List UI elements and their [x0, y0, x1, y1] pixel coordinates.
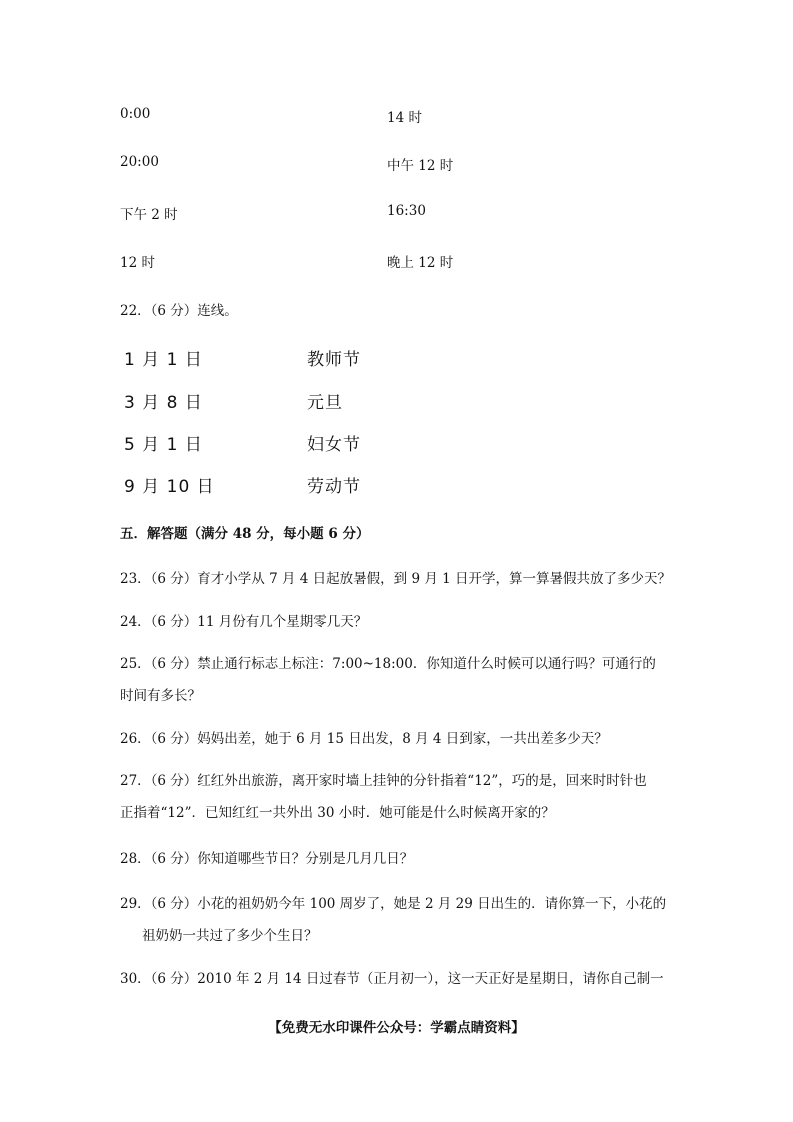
- q22-date-2: 3 月 8 日: [124, 393, 203, 413]
- time-left-3: 下午 2 时: [120, 207, 178, 223]
- q22-date-1: 1 月 1 日: [124, 350, 203, 370]
- q22-festival-4: 劳动节: [307, 477, 361, 497]
- q22-festival-2: 元旦: [307, 393, 343, 413]
- question-23: [120, 563, 680, 595]
- question-line: 26．（6 分）妈妈出差，她于 6 月 15 日出发，8 月 4 日到家，一共出差多少天？: [120, 731, 608, 747]
- question-line: 29．（6 分）小花的祖奶奶今年 100 周岁了，她是 2 月 29 日出生的．请你算一下，小花的: [120, 896, 667, 912]
- question-line: 30．（6 分）2010 年 2 月 14 日过春节（正月初一），这一天正好是星期日，请你自己制一: [120, 971, 664, 987]
- time-left-1: 0:00: [120, 106, 151, 122]
- time-left-4: 12 时: [120, 255, 155, 271]
- question-27: [120, 765, 680, 829]
- question-25: [120, 648, 680, 712]
- question-24: [120, 606, 680, 638]
- q22-date-4: 9 月 10 日: [124, 477, 215, 497]
- question-line: 时间有多长？: [120, 688, 201, 704]
- q22-festival-1: 教师节: [307, 350, 361, 370]
- footer-note: 【免费无水印课件公众号：学霸点睛资料】: [268, 1020, 525, 1036]
- question-line: 24．（6 分）11 月份有几个星期零几天？: [120, 614, 368, 630]
- question-line: 正指着“12”．已知红红一共外出 30 小时．她可能是什么时候离开家的？: [120, 805, 555, 821]
- question-26: [120, 723, 680, 755]
- question-line: 27．（6 分）红红外出旅游，离开家时墙上挂钟的分针指着“12”，巧的是，回来时时针也: [120, 773, 647, 789]
- question-line: 祖奶奶一共过了多少个生日？: [142, 928, 318, 944]
- q22-date-3: 5 月 1 日: [124, 435, 203, 455]
- question-line: 23．（6 分）育才小学从 7 月 4 日起放暑假，到 9 月 1 日开学，算一算暑假共放了多少天？: [120, 571, 671, 587]
- question-line: 28．（6 分）你知道哪些节日？分别是几月几日？: [120, 851, 414, 867]
- question-29: [120, 888, 680, 952]
- q22-festival-3: 妇女节: [307, 435, 361, 455]
- time-left-2: 20:00: [120, 154, 159, 170]
- time-right-2: 中午 12 时: [387, 158, 454, 174]
- q22-prompt: 22．（6 分）连线。: [120, 303, 238, 319]
- question-28: [120, 843, 680, 875]
- question-line: 25．（6 分）禁止通行标志上标注：7:00~18:00．你知道什么时候可以通行吗？可通行的: [120, 656, 656, 672]
- time-right-4: 晚上 12 时: [387, 255, 454, 271]
- time-right-1: 14 时: [387, 110, 422, 126]
- section-title: 五．解答题（满分 48 分，每小题 6 分）: [120, 526, 370, 542]
- time-right-3: 16:30: [387, 203, 426, 219]
- question-30: [120, 963, 680, 995]
